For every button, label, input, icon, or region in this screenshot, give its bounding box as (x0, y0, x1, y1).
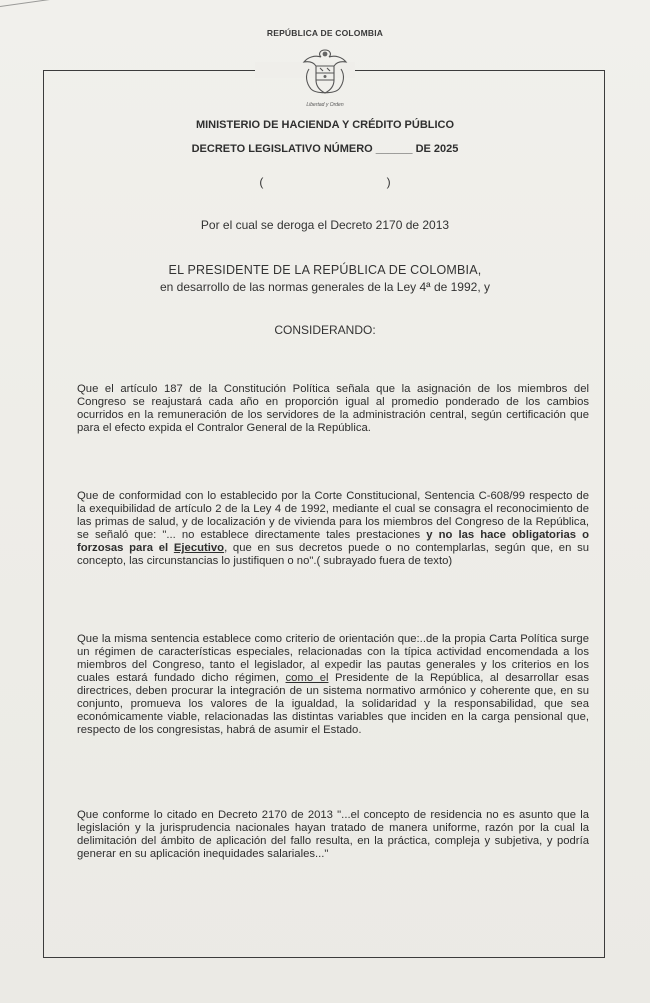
corner-mark (0, 0, 52, 7)
paragraph-text: Presidente de la República, al desarrollar esas directrices, deben procurar la integración de un sistema normativo armónico y coherente que, en su conjunto, promueva los valores de la igualdad, la solidaridad y la responsabilidad, que sea económicamente viable, relacionadas las distintas variables que inciden en la carga pensional que, respecto de los congresistas, habrá de asumir el Estado. (77, 672, 589, 736)
paragraph-orientation-criteria (77, 633, 589, 737)
decree-subject: Por el cual se deroga el Decreto 2170 de 2013 (200, 218, 450, 232)
paragraph-text: Que de conformidad con lo establecido por la Corte Constitucional, Sentencia C-608/99 respecto de la exequibilidad de artículo 2 de la Ley 4 de 1992, mediante el cual se consagra el reconocimiento de las primas de salud, y de localización y de vivienda para los miembros del Congreso de la República, se señaló que: "... no establece directamente tales prestaciones (77, 490, 589, 541)
republic-heading: REPÚBLICA DE COLOMBIA (266, 28, 384, 38)
coat-of-arms-motto: Libertad y Orden (306, 102, 344, 108)
considering-heading: CONSIDERANDO: (274, 323, 376, 337)
president-heading: EL PRESIDENTE DE LA REPÚBLICA DE COLOMBIA, (168, 263, 482, 277)
decree-number-blank: ______ (375, 143, 413, 155)
coat-of-arms-icon (296, 47, 354, 99)
decree-prefix: DECRETO LEGISLATIVO NÚMERO (191, 143, 373, 155)
paragraph-sentencia-c608 (77, 490, 589, 568)
emphasis-text: y no las hace obligatorias o forzosas para el (77, 529, 589, 554)
paragraph-text: Que la misma sentencia establece como criterio de orientación que:..de la propia Carta Política surge un régimen de características especiales, relacionadas con la típica actividad encomendada a los miembros del Congreso, tanto el legislador, al expedir las pautas generales y los criterios en los cuales estará fundado dicho régimen, (77, 633, 589, 684)
decree-date-blank: ( ) (259, 175, 391, 189)
paragraph-text: , que en sus decretos puede o no contemplarlas, según que, en su concepto, las circunstancias lo justifiquen o no".( subrayado fuera de texto) (77, 542, 589, 567)
paragraph-decree-2170: Que conforme lo citado en Decreto 2170 de 2013 "...el concepto de residencia no es asunto que la legislación y la jurisprudencia nacionales hayan tratado de manera uniforme, razón por la cual la delimitación del ámbito de aplicación del fallo resulta, en la práctica, compleja y subjetiva, y podría generar en su aplicación inequidades salariales..." (77, 809, 589, 860)
paragraph-article-187: Que el artículo 187 de la Constitución Política señala que la asignación de los miembros del Congreso se reajustará cada año en proporción igual al promedio ponderado de los cambios ocurridos en la remuneración de los servidores de la administración central, según certificación que para el efecto expida el Contralor General de la República. (77, 383, 589, 434)
legal-basis-line: en desarrollo de las normas generales de la Ley 4ª de 1992, y (160, 280, 490, 294)
ministry-heading: MINISTERIO DE HACIENDA Y CRÉDITO PÚBLICO (195, 119, 455, 131)
emphasis-underlined-text: Ejecutivo (173, 542, 225, 554)
decree-number-heading (0, 143, 650, 155)
decree-year: DE 2025 (415, 143, 459, 155)
underlined-text: como el (285, 672, 329, 684)
